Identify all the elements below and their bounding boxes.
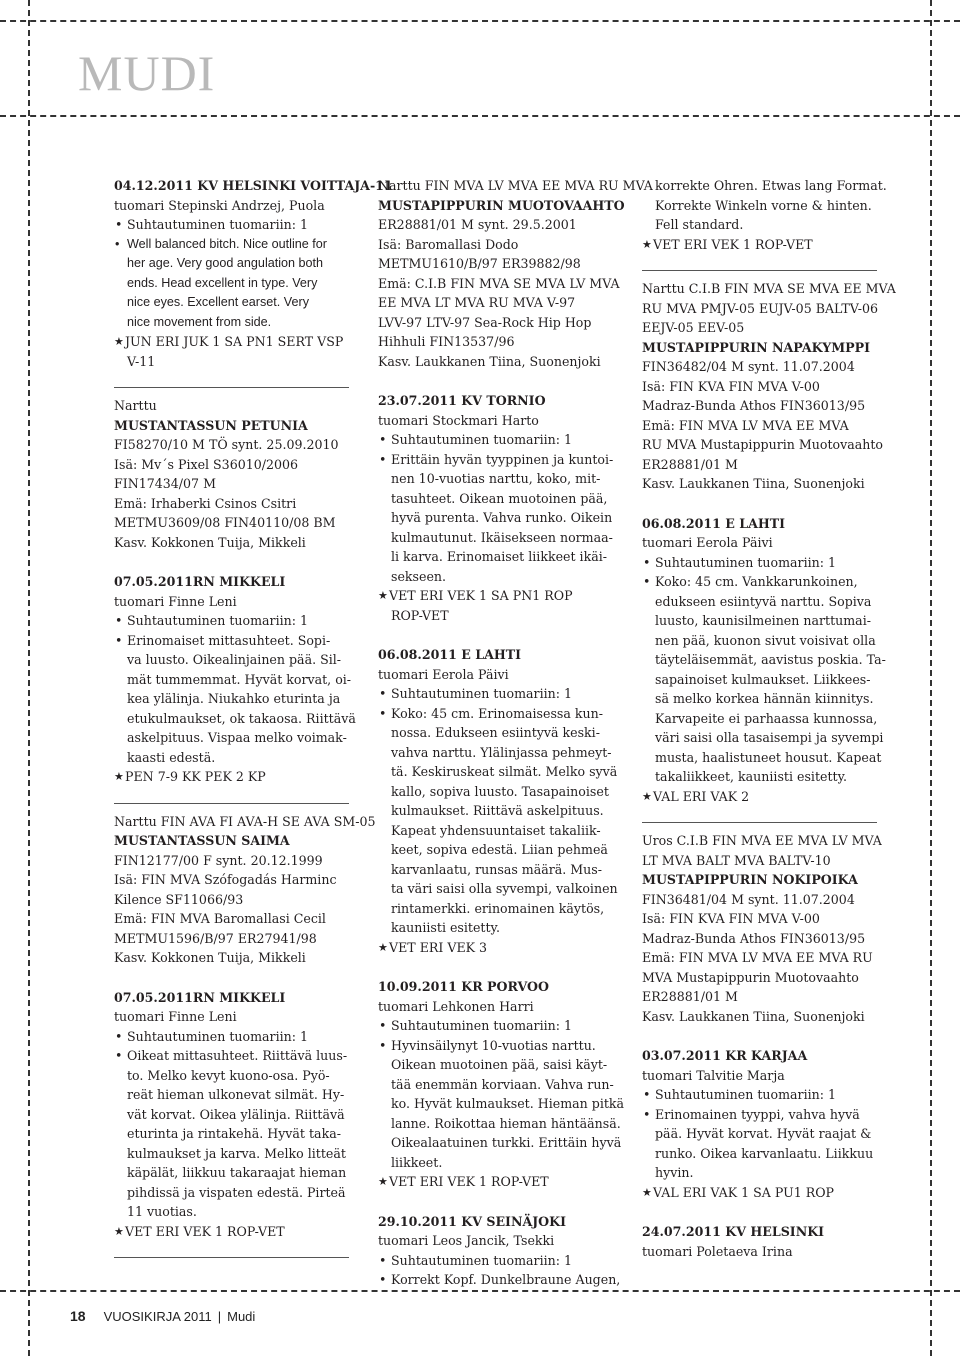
- text-line: tuomari Finne Leni: [114, 593, 237, 609]
- continuation-line: Oikean muotoinen pää, saisi käyt-: [391, 1057, 608, 1072]
- spacer: [642, 1202, 877, 1222]
- spacer: [378, 371, 618, 391]
- continuation-line: kauniisti esitetty.: [391, 920, 500, 935]
- continuation-line: takaliikkeet, kauniisti esitetty.: [655, 769, 848, 784]
- continuation-line: korrekte Ohren. Etwas lang Format.: [655, 178, 887, 193]
- award-line: ★ JUN ERI JUK 1 SA PN1 SERT VSP: [114, 332, 349, 352]
- text-line: Kasv. Kokkonen Tuija, Mikkeli: [114, 534, 306, 550]
- text-line: Narttu FIN MVA LV MVA EE MVA RU MVA: [378, 178, 653, 193]
- text-line: Isä: Baromallasi Dodo: [378, 236, 519, 252]
- text-line: Narttu FIN AVA FI AVA-H SE AVA SM-05: [114, 813, 376, 829]
- spacer: [378, 957, 618, 977]
- continuation-line: Oikealaatuinen turkki. Erittäin hyvä: [391, 1135, 622, 1150]
- bullet-item: • Suhtautuminen tuomariin: 1: [114, 1027, 349, 1047]
- text-line: tuomari Talvitie Marja: [642, 1067, 785, 1083]
- text-line: ER28881/01 M: [642, 989, 738, 1004]
- award-line: ★ PEN 7-9 KK PEK 2 KP: [114, 767, 349, 787]
- bullet-item: • Koko: 45 cm. Erinomaisessa kun-: [378, 704, 618, 724]
- award-line: ★ VET ERI VEK 1 SA PN1 ROP: [378, 586, 618, 606]
- text-line: Isä: Mv´s Pixel S36010/2006: [114, 456, 299, 472]
- bullet-item: • Korrekt Kopf. Dunkelbraune Augen,: [378, 1270, 618, 1290]
- heading-line: MUSTAPIPPURIN MUOTOVAAHTO: [378, 197, 625, 213]
- bullet-item: • Suhtautuminen tuomariin: 1: [378, 684, 618, 704]
- heading-line: 07.05.2011RN MIKKELI: [114, 989, 286, 1005]
- bullet-item: • Suhtautuminen tuomariin: 1: [114, 611, 349, 631]
- continuation-line: sä melko korkea hännän kiinnitys.: [655, 691, 874, 706]
- continuation-line: kea ylälinja. Niukahko eturinta ja: [127, 691, 341, 706]
- continuation-line: hyvin.: [655, 1165, 694, 1180]
- text-line: tuomari Finne Leni: [114, 1009, 237, 1024]
- bullet-item: • Suhtautuminen tuomariin: 1: [378, 1251, 618, 1271]
- spacer: [378, 625, 618, 645]
- section-divider: [642, 822, 877, 823]
- page-number: 18: [70, 1308, 86, 1324]
- text-line: tuomari Lehkonen Harri: [378, 998, 534, 1014]
- continuation-line: nen pää, kuonon sivut voisivat olla: [655, 632, 876, 648]
- spacer: [642, 1026, 877, 1046]
- text-line: Hihhuli FIN13537/96: [378, 334, 515, 349]
- text-line: Uros C.I.B FIN MVA EE MVA LV MVA: [642, 833, 882, 848]
- continuation-line: hyvä purenta. Vahva runko. Oikein: [391, 510, 613, 525]
- footer-separator: |: [217, 1309, 222, 1324]
- continuation-line: tasuhteet. Oikean muotoinen pää,: [391, 490, 608, 506]
- section-label: Mudi: [227, 1309, 256, 1324]
- text-line: FIN12177/00 F synt. 20.12.1999: [114, 852, 323, 868]
- text-line: ER28881/01 M: [642, 456, 738, 472]
- continuation-line: kulmaukset. Riittävä askelpituus.: [391, 803, 604, 818]
- text-line: LT MVA BALT MVA BALTV-10: [642, 852, 831, 868]
- continuation-line: ta väri saisi olla syvempi, valkoinen: [391, 881, 618, 896]
- spacer: [114, 968, 349, 988]
- bullet-item: • Suhtautuminen tuomariin: 1: [378, 430, 618, 450]
- bullet-item: • Erinomaiset mittasuhteet. Sopi-: [114, 631, 349, 651]
- text-line: Kasv. Laukkanen Tiina, Suonenjoki: [378, 353, 601, 369]
- continuation-line: rintamerkki. erinomainen käytös,: [391, 900, 605, 916]
- bullet-item: • Suhtautuminen tuomariin: 1: [378, 1016, 618, 1036]
- continuation-line: reät hieman ulkonevat silmät. Hy-: [127, 1087, 345, 1102]
- spacer: [642, 494, 877, 514]
- text-line: tuomari Stockmari Harto: [378, 412, 539, 428]
- text-line: METMU3609/08 FIN40110/08 BM: [114, 515, 336, 530]
- continuation-line: musta, haalistuneet housut. Kapeat: [655, 749, 882, 765]
- text-line: Emä: FIN MVA Baromallasi Cecil: [114, 911, 326, 926]
- continuation-line: Karvapeite ei parhaassa kunnossa,: [655, 710, 878, 726]
- text-line: ER28881/01 M synt. 29.5.2001: [378, 217, 577, 232]
- continuation-line: kulmaukset ja karva. Melko litteät: [127, 1145, 346, 1161]
- heading-line: MUSTAPIPPURIN NOKIPOIKA: [642, 872, 858, 887]
- continuation-line: lanne. Roikottaa hieman häntäänsä.: [391, 1115, 621, 1131]
- continuation-line: liikkeet.: [391, 1154, 443, 1170]
- continuation-line: sapainoiset kulmaukset. Liikkees-: [655, 671, 871, 687]
- bullet-item: • Oikeat mittasuhteet. Riittävä luus-: [114, 1046, 349, 1066]
- section-divider: [114, 387, 349, 388]
- heading-line: 06.08.2011 E LAHTI: [378, 647, 522, 662]
- continuation-line: nossa. Edukseen esiintyvä keski-: [391, 725, 600, 740]
- text-line: FIN36481/04 M synt. 11.07.2004: [642, 891, 855, 907]
- section-divider: [114, 1257, 349, 1258]
- award-line: ★ VAL ERI VAK 1 SA PU1 ROP: [642, 1183, 877, 1203]
- text-line: FI58270/10 M TÖ synt. 25.09.2010: [114, 437, 339, 452]
- continuation-line: askelpituus. Vispaa melko voimak-: [127, 730, 347, 745]
- continuation-line: väri saisi olla tasaisempi ja syvempi: [655, 730, 884, 745]
- page-title: MUDI: [78, 45, 216, 101]
- continuation-line: mät tummemmat. Hyvät korvat, oi-: [127, 671, 352, 687]
- column-2: [378, 176, 653, 1290]
- text-line: Emä: FIN MVA LV MVA EE MVA: [642, 417, 849, 433]
- continuation-line: käpälät, liikkuu takaraajat hieman: [127, 1165, 347, 1180]
- yearbook-label: VUOSIKIRJA 2011: [103, 1309, 212, 1324]
- continuation-line: vahva narttu. Ylälinjassa pehmeyt-: [391, 744, 612, 760]
- heading-line: 10.09.2011 KR PORVOO: [378, 979, 549, 994]
- bullet-item: • Erittäin hyvän tyyppinen ja kuntoi-: [378, 450, 618, 470]
- continuation-line: ends. Head excellent in type. Very: [127, 275, 318, 290]
- continuation-line: nice movement from side.: [127, 314, 272, 329]
- award-line: ★ VET ERI VEK 1 ROP-VET: [114, 1222, 349, 1242]
- text-line: Isä: FIN KVA FIN MVA V-00: [642, 378, 820, 394]
- text-line: Madraz-Bunda Athos FIN36013/95: [642, 398, 866, 413]
- bullet-item: • Well balanced bitch. Nice outline for: [114, 235, 349, 255]
- text-line: EE MVA LT MVA RU MVA V-97: [378, 295, 576, 310]
- heading-line: 06.08.2011 E LAHTI: [642, 515, 786, 531]
- heading-line: MUSTANTASSUN SAIMA: [114, 833, 290, 848]
- continuation-line: edukseen esiintyvä narttu. Sopiva: [655, 593, 872, 609]
- continuation-line: Korrekte Winkeln vorne & hinten.: [655, 197, 872, 213]
- text-line: tuomari Leos Jancik, Tsekki: [378, 1233, 555, 1248]
- continuation-line: luusto, kaunisilmeinen narttumai-: [655, 613, 871, 628]
- bullet-item: • Hyvinsäilynyt 10-vuotias narttu.: [378, 1036, 618, 1056]
- continuation-line: kallo, sopiva luusto. Tasapainoiset: [391, 783, 609, 799]
- column-1: [114, 176, 393, 1266]
- continuation-line: karvanlaatu, runsas määrä. Mus-: [391, 861, 603, 877]
- continuation-line: nice eyes. Excellent earset. Very: [127, 295, 310, 309]
- continuation-line: va luusto. Oikealinjainen pää. Sil-: [127, 652, 342, 667]
- heading-line: 04.12.2011 KV HELSINKI VOITTAJA-11: [114, 178, 393, 193]
- heading-line: 07.05.2011RN MIKKELI: [114, 574, 286, 589]
- heading-line: 29.10.2011 KV SEINÄJOKI: [378, 1213, 566, 1229]
- text-line: tuomari Poletaeva Irina: [642, 1243, 793, 1259]
- continuation-line: to. Melko kevyt kuono-osa. Pyö-: [127, 1067, 330, 1083]
- bullet-item: • Suhtautuminen tuomariin: 1: [642, 1085, 877, 1105]
- spacer: [378, 1192, 618, 1212]
- text-line: Emä: Irhaberki Csinos Csitri: [114, 495, 297, 511]
- text-line: Isä: FIN KVA FIN MVA V-00: [642, 911, 820, 926]
- heading-line: 03.07.2011 KR KARJAA: [642, 1048, 808, 1063]
- continuation-line: her age. Very good angulation both: [127, 256, 324, 270]
- page-footer: [70, 1308, 255, 1324]
- text-line: Narttu C.I.B FIN MVA SE MVA EE MVA: [642, 281, 896, 296]
- continuation-line: kulmautunut. Ikäisekseen normaa-: [391, 529, 613, 545]
- bullet-item: • Erinomainen tyyppi, vahva hyvä: [642, 1105, 877, 1125]
- continuation-line: ROP-VET: [391, 607, 449, 623]
- top-dashed-rule: [0, 20, 960, 22]
- award-line: ★ VET ERI VEK 1 ROP-VET: [642, 235, 877, 255]
- continuation-line: tää enemmän korviaan. Vahva run-: [391, 1076, 614, 1092]
- text-line: Kasv. Laukkanen Tiina, Suonenjoki: [642, 1008, 865, 1024]
- left-dashed-rule: [28, 0, 30, 1356]
- text-line: FIN17434/07 M: [114, 476, 216, 491]
- continuation-line: li karva. Erinomaiset liikkeet ikäi-: [391, 549, 608, 564]
- continuation-line: täyteläisemmät, aavistus poskia. Ta-: [655, 652, 886, 667]
- continuation-line: tä. Keskiruskeat silmät. Melko syvä: [391, 764, 618, 779]
- text-line: Madraz-Bunda Athos FIN36013/95: [642, 930, 866, 946]
- text-line: tuomari Stepinski Andrzej, Puola: [114, 197, 325, 213]
- heading-line: MUSTAPIPPURIN NAPAKYMPPI: [642, 339, 870, 355]
- header-dashed-rule: [0, 115, 960, 117]
- continuation-line: runko. Oikea karvanlaatu. Liikkuu: [655, 1145, 874, 1161]
- heading-line: MUSTANTASSUN PETUNIA: [114, 417, 308, 433]
- text-line: Kasv. Kokkonen Tuija, Mikkeli: [114, 950, 306, 965]
- footer-dashed-rule: [0, 1290, 960, 1292]
- text-line: Narttu: [114, 398, 157, 413]
- continuation-line: kaasti edestä.: [127, 749, 216, 765]
- text-line: METMU1610/B/97 ER39882/98: [378, 256, 581, 271]
- continuation-line: etukulmaukset, ok takaosa. Riittävä: [127, 710, 356, 726]
- continuation-line: Kapeat yhdensuuntaiset takaliik-: [391, 822, 601, 838]
- section-divider: [642, 270, 877, 271]
- continuation-line: vät korvat. Oikea ylälinja. Riittävä: [127, 1106, 345, 1122]
- text-line: EEJV-05 EEV-05: [642, 320, 745, 335]
- continuation-line: 11 vuotias.: [127, 1204, 197, 1219]
- text-line: Kasv. Laukkanen Tiina, Suonenjoki: [642, 476, 865, 491]
- text-line: tuomari Eerola Päivi: [378, 666, 509, 682]
- text-line: FIN36482/04 M synt. 11.07.2004: [642, 359, 855, 374]
- bullet-item: • Suhtautuminen tuomariin: 1: [642, 553, 877, 573]
- text-line: MVA Mustapippurin Muotovaahto: [642, 969, 859, 985]
- heading-line: 23.07.2011 KV TORNIO: [378, 393, 546, 408]
- text-line: Emä: C.I.B FIN MVA SE MVA LV MVA: [378, 275, 620, 291]
- bullet-item: • Koko: 45 cm. Vankkarunkoinen,: [642, 572, 877, 592]
- continuation-line: eturinta ja rintakehä. Hyvät taka-: [127, 1126, 341, 1141]
- continuation-line: sekseen.: [391, 568, 447, 584]
- text-line: METMU1596/B/97 ER27941/98: [114, 930, 317, 946]
- section-divider: [114, 803, 349, 804]
- heading-line: 24.07.2011 KV HELSINKI: [642, 1224, 825, 1239]
- continuation-line: pihdissä ja vispaten edestä. Pirteä: [127, 1184, 346, 1200]
- text-line: Kilence SF11066/93: [114, 891, 244, 907]
- text-line: tuomari Eerola Päivi: [642, 535, 773, 550]
- bullet-item: • Suhtautuminen tuomariin: 1: [114, 215, 349, 235]
- text-line: Isä: FIN MVA Szófogadás Harminc: [114, 872, 337, 887]
- column-3: [642, 176, 896, 1261]
- text-line: RU MVA PMJV-05 EUJV-05 BALTV-06: [642, 300, 879, 316]
- text-line: RU MVA Mustapippurin Muotovaahto: [642, 437, 883, 452]
- continuation-line: pää. Hyvät korvat. Hyvät raajat &: [655, 1126, 872, 1141]
- continuation-line: ko. Hyvät kulmaukset. Hieman pitkä: [391, 1096, 625, 1111]
- text-line: LVV-97 LTV-97 Sea-Rock Hip Hop: [378, 314, 592, 330]
- right-dashed-rule: [930, 0, 932, 1356]
- continuation-line: keet, sopiva edestä. Liian pehmeä: [391, 842, 608, 857]
- text-line: Emä: FIN MVA LV MVA EE MVA RU: [642, 950, 873, 965]
- continuation-line: Fell standard.: [655, 217, 744, 232]
- continuation-line: V-11: [127, 353, 156, 369]
- award-line: ★ VET ERI VEK 3: [378, 938, 618, 958]
- spacer: [114, 552, 349, 572]
- award-line: ★ VAL ERI VAK 2: [642, 787, 877, 807]
- award-line: ★ VET ERI VEK 1 ROP-VET: [378, 1172, 618, 1192]
- continuation-line: nen 10-vuotias narttu, koko, mit-: [391, 471, 601, 486]
